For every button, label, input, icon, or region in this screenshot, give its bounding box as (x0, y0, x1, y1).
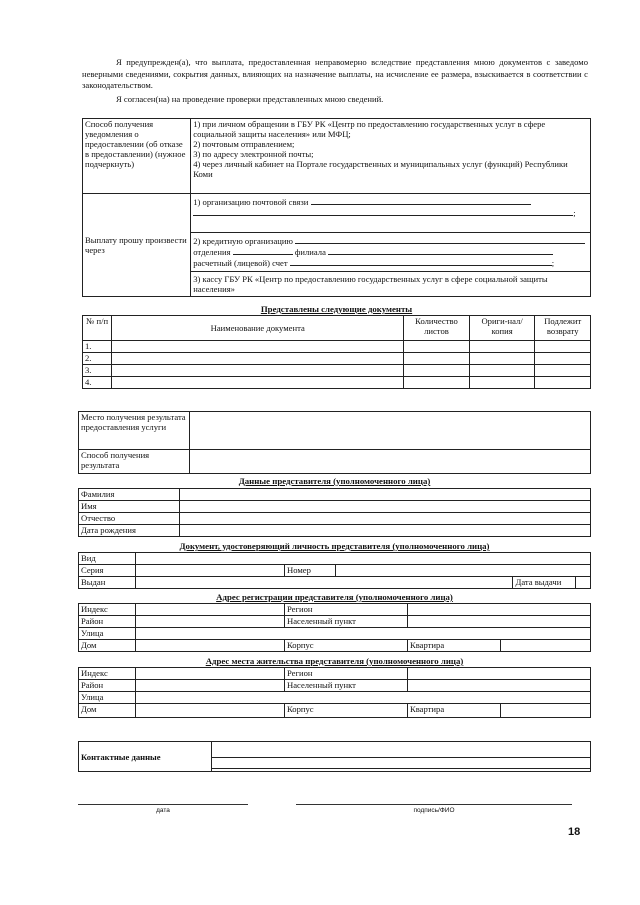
table-row[interactable]: 1. (83, 341, 591, 353)
id-document-title: Документ, удостоверяющий личность представителя (уполномоченного лица) (179, 541, 490, 551)
contacts-field[interactable] (212, 742, 591, 772)
page-number: 18 (568, 826, 581, 838)
id-series-label: Серия (79, 565, 136, 577)
patronymic-label: Отчество (79, 513, 180, 525)
reg-locality-field[interactable] (408, 616, 591, 628)
table-row[interactable]: 2. (83, 353, 591, 365)
res-index-field[interactable] (136, 668, 285, 680)
warning-paragraph: Я предупрежден(а), что выплата, предоставленная неправомерно вследствие представления мною документов с заведомо неверными сведениями, сокрытия данных, влияющих на назначение выплаты, на исчисление ее размера, взыскивается в соответствии с законодательством. (82, 57, 588, 90)
residence-address-title: Адрес места жительства представителя (уполномоченного лица) (205, 656, 464, 666)
documents-table (82, 315, 591, 389)
result-place-field[interactable] (190, 412, 591, 450)
reg-house-label: Дом (79, 640, 136, 652)
reg-apt-label: Квартира (408, 640, 501, 652)
registration-address-table (78, 603, 591, 652)
reg-index-field[interactable] (136, 604, 285, 616)
representative-table (78, 488, 591, 537)
reg-building-label: Корпус (285, 640, 408, 652)
res-street-field[interactable] (136, 692, 591, 704)
res-street-label: Улица (79, 692, 136, 704)
res-house-field[interactable] (136, 704, 285, 718)
reg-apt-field[interactable] (501, 640, 591, 652)
col-num: № п/п (83, 316, 112, 341)
id-issued-field[interactable] (136, 577, 513, 589)
payment-option-cash[interactable]: 3) кассу ГБУ РК «Центр по предоставлению государственных услуг в сфере социальной защиты населения» (193, 274, 548, 294)
res-region-label: Регион (285, 668, 408, 680)
id-date-field[interactable] (576, 577, 591, 589)
id-series-field[interactable] (136, 565, 285, 577)
signature-caption: подпись/ФИО (413, 807, 455, 814)
id-issued-label: Выдан (79, 577, 136, 589)
reg-locality-label: Населенный пункт (285, 616, 408, 628)
patronymic-field[interactable] (180, 513, 591, 525)
name-label: Имя (79, 501, 180, 513)
reg-house-field[interactable] (136, 640, 285, 652)
col-return: Подлежит возврату (535, 316, 591, 341)
notify-option-2[interactable]: 2) почтовым отправлением; (193, 139, 295, 149)
post-org-field[interactable] (311, 196, 531, 205)
notify-option-3[interactable]: 3) по адресу электронной почты; (193, 149, 314, 159)
result-method-field[interactable] (190, 450, 591, 474)
res-locality-label: Населенный пункт (285, 680, 408, 692)
signature-line[interactable] (296, 804, 572, 805)
representative-title: Данные представителя (уполномоченного лица) (238, 476, 431, 486)
notification-method-label: Способ получения уведомления о предоставлении (об отказе в предоставлении) (нужное подчеркнуть) (83, 119, 191, 194)
result-place-label: Место получения результата предоставления услуги (79, 412, 190, 450)
res-index-label: Индекс (79, 668, 136, 680)
result-table (78, 411, 591, 474)
res-apt-field[interactable] (501, 704, 591, 718)
branch-field[interactable] (233, 246, 293, 255)
reg-district-field[interactable] (136, 616, 285, 628)
account-field[interactable] (290, 257, 555, 268)
registration-address-title: Адрес регистрации представителя (уполномоченного лица) (216, 592, 453, 602)
semicolon: ; (573, 208, 576, 218)
surname-field[interactable] (180, 489, 591, 501)
notify-option-4[interactable]: 4) через личный кабинет на Портале государственных и муниципальных услуг (функций) Республики Коми (193, 159, 568, 179)
res-building-label: Корпус (285, 704, 408, 718)
semicolon: ; (551, 258, 555, 268)
reg-street-label: Улица (79, 628, 136, 640)
account-label: расчетный (лицевой) счет (193, 258, 288, 268)
contacts-label: Контактные данные (79, 742, 212, 772)
reg-street-field[interactable] (136, 628, 591, 640)
id-number-field[interactable] (336, 565, 591, 577)
reg-index-label: Индекс (79, 604, 136, 616)
name-field[interactable] (180, 501, 591, 513)
reg-district-label: Район (79, 616, 136, 628)
filial-field[interactable] (328, 246, 553, 255)
bank-name-field[interactable] (295, 235, 585, 244)
residence-address-table (78, 667, 591, 718)
id-date-label: Дата выдачи (513, 577, 576, 589)
birthdate-label: Дата рождения (79, 525, 180, 537)
res-district-label: Район (79, 680, 136, 692)
consent-paragraph: Я согласен(на) на проведение проверки представленных мною сведений. (116, 94, 384, 104)
id-type-field[interactable] (136, 553, 591, 565)
reg-region-label: Регион (285, 604, 408, 616)
col-doc-name: Наименование документа (112, 316, 404, 341)
id-number-label: Номер (285, 565, 336, 577)
payment-method-label: Выплату прошу произвести через (83, 194, 191, 297)
id-type-label: Вид (79, 553, 136, 565)
result-method-label: Способ получения результата (79, 450, 190, 474)
res-house-label: Дом (79, 704, 136, 718)
birthdate-field[interactable] (180, 525, 591, 537)
id-document-table (78, 552, 591, 589)
col-sheet-count: Количество листов (404, 316, 470, 341)
res-district-field[interactable] (136, 680, 285, 692)
res-locality-field[interactable] (408, 680, 591, 692)
filial-label: филиала (294, 247, 326, 257)
notify-option-1[interactable]: 1) при личном обращении в ГБУ РК «Центр по предоставлению государственных услуг в сфере социальной защиты населения» или МФЦ; (193, 119, 546, 139)
payment-option-post[interactable]: 1) организацию почтовой связи (193, 197, 309, 207)
branch-label: отделения (193, 247, 231, 257)
notification-payment-table (82, 118, 591, 297)
contacts-table (78, 741, 591, 772)
documents-title: Представлены следующие документы (260, 304, 413, 314)
surname-label: Фамилия (79, 489, 180, 501)
payment-option-bank[interactable]: 2) кредитную организацию (193, 236, 293, 246)
date-caption: дата (156, 807, 170, 814)
table-row[interactable]: 4. (83, 377, 591, 389)
reg-region-field[interactable] (408, 604, 591, 616)
res-region-field[interactable] (408, 668, 591, 680)
post-org-field-2[interactable] (193, 207, 576, 218)
date-line[interactable] (78, 804, 248, 805)
table-row[interactable]: 3. (83, 365, 591, 377)
res-apt-label: Квартира (408, 704, 501, 718)
col-original-copy: Ориги-нал/копия (469, 316, 535, 341)
